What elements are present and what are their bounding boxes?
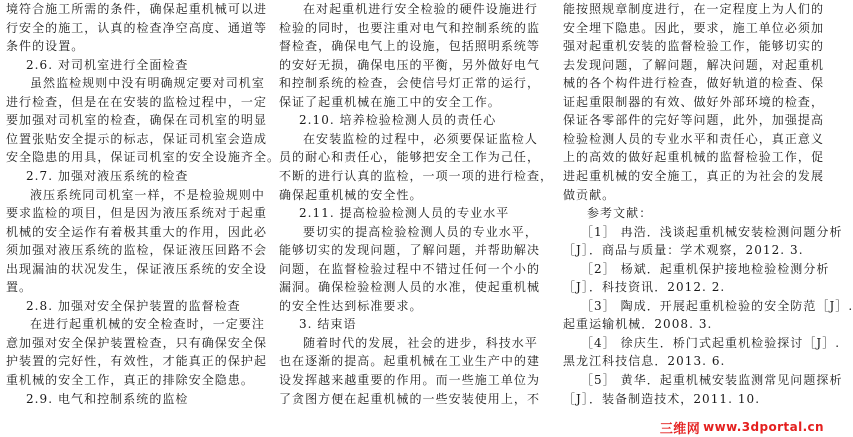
text-line: 和控制系统的检查，会使信号灯正常的运行， [279,76,541,91]
text-line: 漏洞。确保检验检测人员的水准，使起重机械 [279,280,541,295]
text-line: 出现漏油的状况发生，保证液压系统的安全设 [6,261,268,276]
section-heading: 2.10. 培养检验检测人员的责任心 [299,113,497,128]
text-line: 保证了起重机械在施工中的安全工作。 [279,94,501,109]
text-line: 设发挥越来越重要的作用。而一些施工单位为 [279,373,541,387]
text-line: 在对起重机进行安全检验的硬件设施进行 [303,2,538,16]
text-line: 虽然监检规则中没有明确规定要对司机室 [30,76,265,91]
text-line: 参考文献： [587,206,653,221]
text-line: 问题，在监督检验过程中不错过任何一个小的 [279,261,541,276]
text-line: 能够切实的发现问题，了解问题，并帮助解决 [279,243,541,258]
text-line: 去发现问题，了解问题，解决问题，对起重机 [563,57,825,72]
text-line: 不断的进行认真的监检，一项一项的进行检查， [279,168,554,183]
text-line: 机械的安全运作有着极其重大的作用，因此必 [6,224,268,239]
section-heading: 2.7. 加强对液压系统的检查 [26,168,189,183]
text-line: 强对起重机安装的监督检验工作，能够切实的 [563,39,825,54]
text-line: 须加强对液压系统的监检，保证液压回路不会 [6,243,268,258]
watermark-url: www.3dportal.cn [703,420,824,434]
text-line: 上的高效的做好起重机械的监督检验工作，促 [563,150,825,165]
text-line: 重机械的安全工作，真正的排除安全隐患。 [6,373,254,387]
text-line: 要加强对司机室的检查，确保在司机室的明显 [6,113,268,128]
text-line: 进行检查，但是在在安装的监检过程中，一定 [6,94,268,109]
reference-entry-cont: ［J］．科技资讯．2012. 2. [563,280,726,295]
text-line: 保证各零部件的完好等问题，此外，加强提高 [563,113,825,128]
text-line: 意加强对安全保护装置检查，只有确保安全保 [6,335,268,350]
text-line: 证起重限制器的有效、做好外部环境的检查， [563,94,825,109]
text-line: 在进行起重机械的安全检查时，一定要注 [30,317,265,332]
text-line: 械的各个构件进行检查，做好轨道的检查、保 [563,76,825,91]
site-watermark [660,419,824,435]
reference-entry: ［5］ 黄华．起重机械安装监测常见问题探析 [581,373,843,387]
text-line: 的安好无损，确保电压的平衡，另外做好电气 [279,57,541,72]
text-line: 行安全的施工，认真的检查净空高度、通道等 [6,20,268,35]
text-line: 做贡献。 [563,187,616,202]
text-line: 条件的设置。 [6,39,85,54]
text-line: 位置张贴安全提示的标志，保证司机室会造成 [6,131,268,146]
text-line: 进起重机械的安全施工，真正的为社会的发展 [563,168,825,183]
text-line: 也在逐渐的提高。起重机械在工业生产中的建 [279,354,541,369]
text-line: 护装置的完好性，有效性，才能真正的保护起 [6,354,268,369]
text-line: 能按照规章制度进行，在一定程度上为人们的 [563,2,825,16]
text-line: 液压系统同司机室一样，不是检验规则中 [30,187,265,202]
text-line: 在安装监检的过程中，必须要保证监检人 [303,131,538,146]
section-heading: 2.6. 对司机室进行全面检查 [26,57,189,72]
text-line: 督检查，确保电气上的设施，包括照明系统等 [279,39,541,54]
text-line: 检验的同时，也要注重对电气和控制系统的监 [279,20,541,35]
reference-entry-cont: 起重运输机械．2008. 3. [563,317,713,332]
section-heading: 3. 结束语 [299,317,357,332]
text-line: 随着时代的发展，社会的进步，科技水平 [303,335,538,350]
text-line: 要求监检的项目，但是因为液压系统对于起重 [6,206,268,221]
reference-entry: ［3］ 陶成．开展起重机检验的安全防范［J］. [581,298,853,313]
text-line: 安全埋下隐患。因此，要求，施工单位必须加 [563,20,825,35]
reference-entry: ［4］ 徐庆生．桥门式起重机检验探讨［J］. [581,335,841,350]
text-line: 置。 [6,280,33,295]
section-heading: 2.11. 提高检验检测人员的专业水平 [299,206,510,221]
text-line: 安全隐患的用具，保证司机室的安全设施齐全。 [6,150,281,165]
text-line: 检验检测人员的专业水平和责任心，真正意义 [563,131,825,146]
text-line: 确保起重机械的安全性。 [279,187,423,202]
reference-entry-cont: ［J］．装备制造技术，2011. 10. [563,391,761,406]
text-line: 员的耐心和责任心，能够把安全工作为己任， [279,150,541,165]
text-line: 的安全性达到标准要求。 [279,298,423,313]
section-heading: 2.9. 电气和控制系统的监检 [26,391,189,406]
reference-entry-cont: ［J］．商品与质量：学术观察，2012. 3. [563,243,804,258]
reference-entry: ［2］ 杨斌．起重机保护接地检验检测分析 [581,261,830,276]
reference-entry-cont: 黑龙江科技信息．2013. 6. [563,354,726,369]
reference-entry: ［1］ 冉浩．浅谈起重机械安装检测问题分析 [581,224,843,239]
text-line: 了贪图方便在起重机械的一些安装使用上，不 [279,391,541,406]
watermark-logo-text: 三维网 [659,421,701,437]
text-line: 要切实的提高检验检测人员的专业水平， [303,224,538,239]
text-line: 境符合施工所需的条件，确保起重机械可以进 [6,2,268,16]
section-heading: 2.8. 加强对安全保护装置的监督检查 [26,298,241,313]
